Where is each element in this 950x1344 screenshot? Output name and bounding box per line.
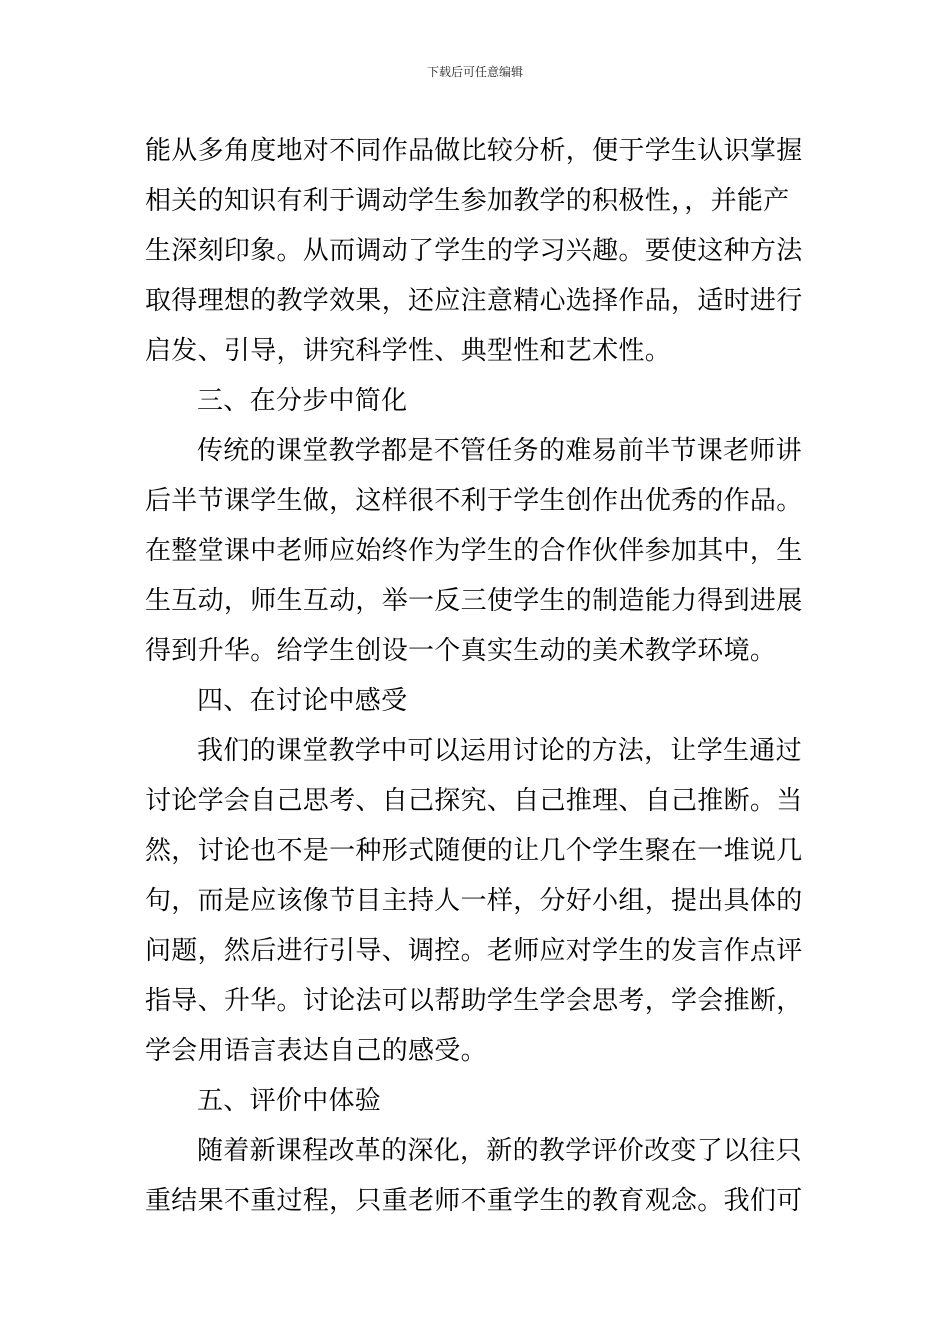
section-heading: 五、评价中体验 [197, 1086, 382, 1116]
text-line: 相关的知识有利于调动学生参加教学的积极性，，并能产 [145, 186, 790, 216]
text-line: 然，讨论也不是一种形式随便的让几个学生聚在一堆说几 [145, 836, 803, 866]
text-line: 传统的课堂教学都是不管任务的难易前半节课老师讲 [197, 436, 802, 466]
text-line: 得到升华。给学生创设一个真实生动的美术教学环境。 [145, 636, 777, 666]
page-header: 下载后可任意编辑 [426, 65, 523, 79]
section-heading: 四、在讨论中感受 [197, 686, 408, 716]
text-line: 随着新课程改革的深化，新的教学评价改变了以往只 [197, 1136, 802, 1166]
text-line: 讨论学会自己思考、自己探究、自己推理、自己推断。当 [145, 786, 803, 816]
text-line: 问题，然后进行引导、调控。老师应对学生的发言作点评 [145, 936, 803, 966]
text-line: 重结果不重过程，只重老师不重学生的教育观念。我们可 [145, 1186, 803, 1216]
text-line: 后半节课学生做，这样很不利于学生创作出优秀的作品。 [145, 486, 803, 516]
document-body [145, 126, 807, 1226]
text-line: 学会用语言表达自己的感受。 [145, 1036, 487, 1066]
text-line: 我们的课堂教学中可以运用讨论的方法，让学生通过 [197, 736, 802, 766]
text-line: 生互动，师生互动，举一反三使学生的制造能力得到进展 [145, 586, 803, 616]
text-line: 启发、引导，讲究科学性、典型性和艺术性。 [145, 336, 672, 366]
text-line: 取得理想的教学效果，还应注意精心选择作品，适时进行 [145, 286, 803, 316]
section-heading: 三、在分步中简化 [197, 386, 408, 416]
text-line: 在整堂课中老师应始终作为学生的合作伙伴参加其中，生 [145, 536, 803, 566]
text-line: 能从多角度地对不同作品做比较分析，便于学生认识掌握 [145, 136, 803, 166]
text-line: 指导、升华。讨论法可以帮助学生学会思考，学会推断， [145, 986, 803, 1016]
text-line: 句，而是应该像节目主持人一样，分好小组，提出具体的 [145, 886, 803, 916]
text-line: 生深刻印象。从而调动了学生的学习兴趣。要使这种方法 [145, 236, 803, 266]
